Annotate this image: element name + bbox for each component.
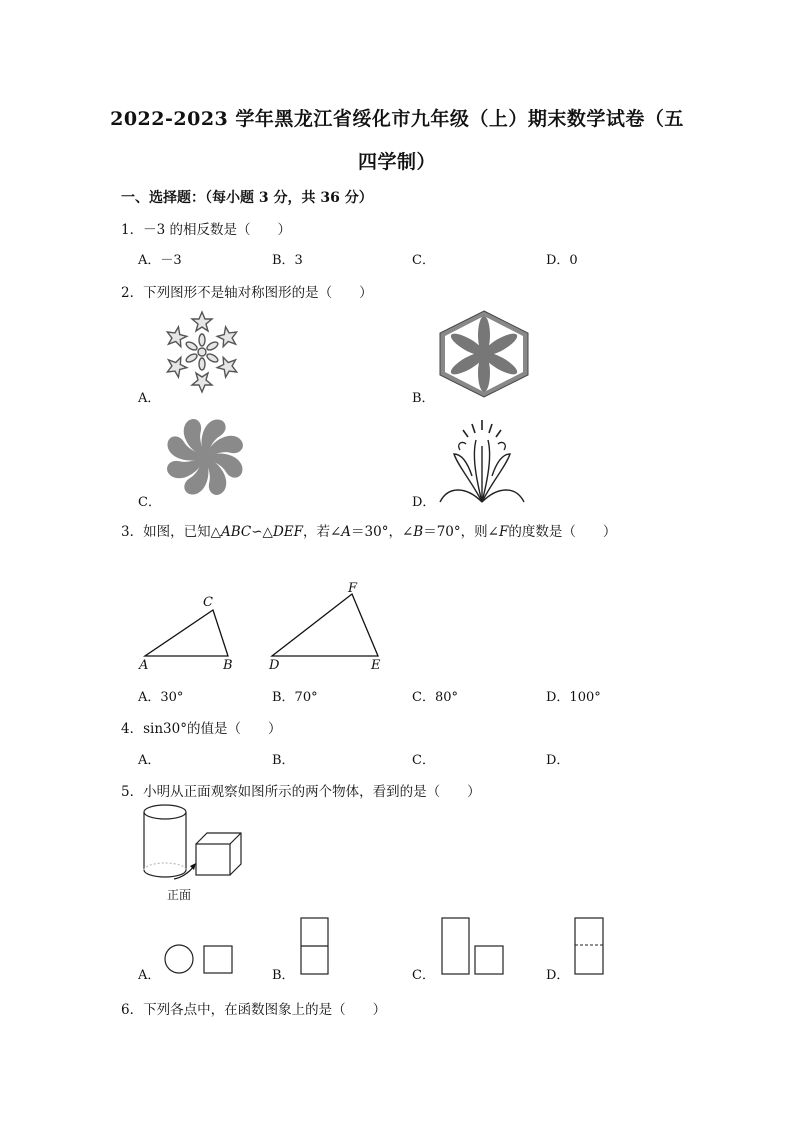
snowflake-figure	[158, 308, 246, 396]
vertex-label-d: D	[269, 658, 280, 673]
q1-option-b: B．3	[272, 253, 303, 268]
square-shape	[204, 946, 232, 973]
circle-shape	[165, 945, 193, 973]
q3-option-b: B．70°	[272, 690, 318, 705]
question-1: 1．－3 的相反数是（ ）	[121, 222, 291, 238]
cube-front	[196, 844, 230, 875]
fountain-figure	[436, 416, 528, 504]
question-2: 2．下列图形不是轴对称图形的是（ ）	[121, 285, 373, 301]
section-heading: 一、选择题：（每小题 3 分，共 36 分）	[121, 190, 373, 206]
q5-option-c-figure	[438, 916, 506, 976]
cylinder-cube-diagram	[136, 800, 248, 882]
q1-option-a: A．－3	[138, 253, 182, 268]
tall-rectangle	[442, 918, 469, 974]
question-4: 4．sin30°的值是（ ）	[121, 721, 282, 737]
question-3: 3．如图，已知△ABC∽△DEF，若∠A＝30°，∠B＝70°，则∠F的度数是（ ）	[121, 524, 617, 540]
similar-triangles-diagram	[130, 578, 410, 674]
vertex-label-c: C	[203, 595, 213, 610]
vertex-label-f: F	[348, 581, 358, 596]
vertex-label-b: B	[223, 658, 233, 673]
q1-option-d: D．0	[546, 253, 578, 268]
vertex-label-e: E	[371, 658, 381, 673]
q3-option-c: C．80°	[412, 690, 458, 705]
q5-option-a-figure	[162, 942, 236, 976]
q5-option-a-label: A．	[138, 968, 161, 983]
question-6: 6．下列各点中，在函数图象上的是（ ）	[121, 1002, 387, 1018]
page-title: 2022-2023 学年黑龙江省绥化市九年级（上）期末数学试卷（五	[110, 108, 684, 130]
q2-option-d-label: D．	[412, 495, 436, 510]
front-view-label: 正面	[167, 888, 192, 902]
triangle-abc	[145, 610, 228, 656]
pinwheel-figure	[158, 410, 252, 504]
question-5: 5．小明从正面观察如图所示的两个物体，看到的是（ ）	[121, 784, 481, 800]
q2-option-c-label: C．	[138, 495, 161, 510]
q4-option-a: A．	[138, 753, 161, 768]
cylinder-base	[144, 870, 186, 877]
q3-option-d: D．100°	[546, 690, 601, 705]
q2-option-b-label: B．	[412, 391, 435, 406]
q5-option-b-figure	[298, 916, 332, 976]
q1-option-c: C．	[412, 253, 435, 268]
hexagon-petal-figure	[434, 308, 534, 400]
q5-option-b-label: B．	[272, 968, 295, 983]
q5-option-c-label: C．	[412, 968, 435, 983]
q4-option-b: B．	[272, 753, 295, 768]
q5-option-d-figure	[572, 916, 606, 976]
vertex-label-a: A	[139, 658, 149, 673]
page-title-continued: 四学制）	[357, 151, 436, 173]
rectangle-with-hidden-line	[575, 918, 603, 974]
q3-option-a: A．30°	[138, 690, 184, 705]
cylinder-top	[144, 805, 186, 819]
triangle-def	[272, 594, 378, 656]
q4-option-c: C．	[412, 753, 435, 768]
q2-option-a-label: A．	[138, 391, 161, 406]
q4-option-d: D．	[546, 753, 570, 768]
q5-option-d-label: D．	[546, 968, 570, 983]
small-square	[475, 946, 503, 974]
